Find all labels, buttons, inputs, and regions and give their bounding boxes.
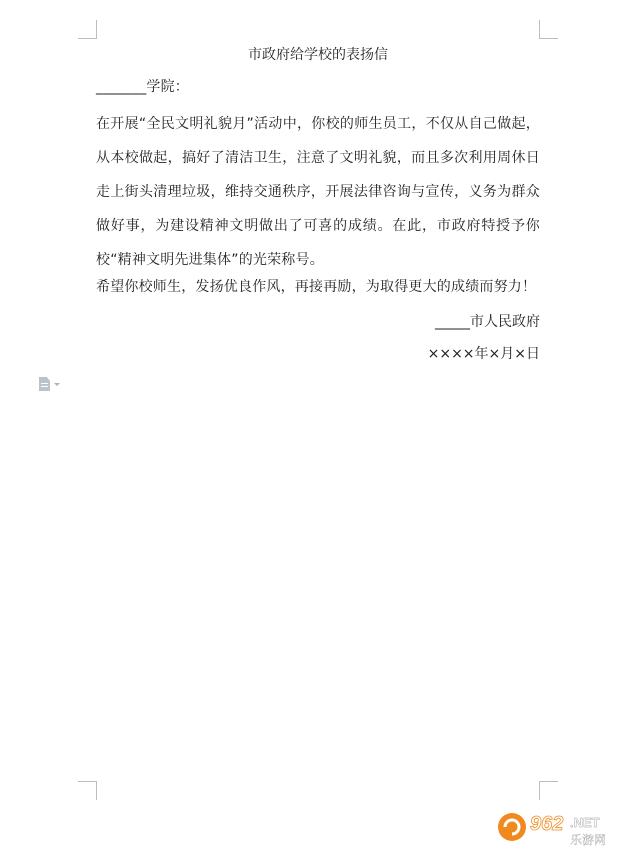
body-paragraph[interactable]: 在开展“全民文明礼貌月”活动中，你校的师生员工，不仅从自己做起，从本校做起，搞好了清洁卫生，注意了文明礼貌，而且多次利用周休日走上街头清理垃圾，维持交通秩序，开展法律咨询与宣传，义务为群众做好事，为建设精神文明做出了可喜的成绩。在此，市政府特授予你校“精神文明先进集体”的光荣称号。 — [96, 116, 540, 268]
date-line[interactable]: ××××年×月×日 — [427, 346, 540, 362]
letter-body[interactable] — [96, 107, 540, 277]
paragraph-options-button[interactable] — [39, 377, 60, 391]
crop-mark-top-right — [539, 20, 558, 39]
watermark-number: 962 — [530, 813, 564, 835]
chevron-down-icon — [54, 383, 60, 386]
crop-mark-top-left — [78, 20, 97, 39]
crop-mark-bottom-right — [539, 781, 558, 800]
site-watermark — [494, 805, 622, 849]
document-icon — [39, 377, 50, 391]
signature[interactable]: _____市人民政府 — [435, 314, 540, 330]
crop-mark-bottom-left — [78, 781, 97, 800]
salutation[interactable]: _______学院： — [96, 79, 189, 95]
watermark-subtitle: 乐游网 — [570, 833, 607, 847]
closing-paragraph[interactable]: 希望你校师生，发扬优良作风，再接再励，为取得更大的成绩而努力！ — [96, 279, 537, 295]
watermark-suffix: .NET — [570, 815, 600, 830]
document-title[interactable]: 市政府给学校的表扬信 — [248, 47, 388, 63]
watermark-logo-icon — [498, 813, 526, 841]
